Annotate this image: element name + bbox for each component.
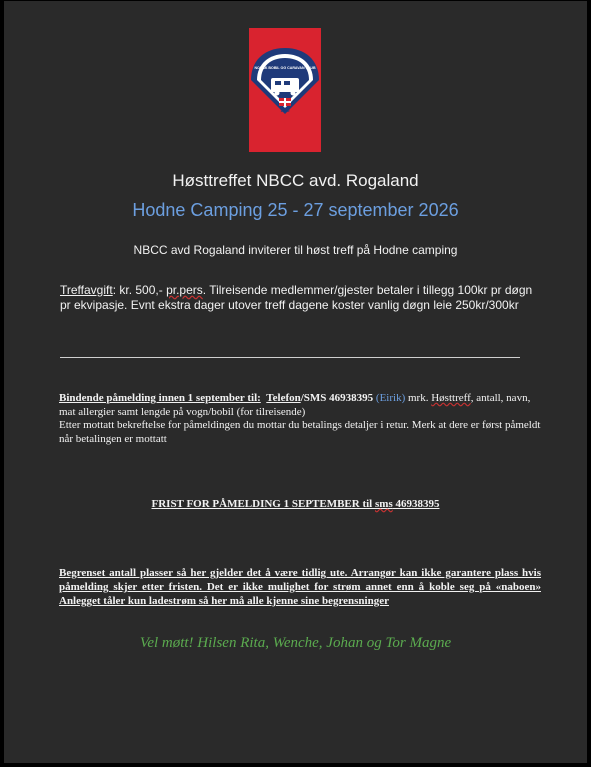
closing-greeting: Vel møtt! Hilsen Rita, Wenche, Johan og Tor Magne: [139, 635, 452, 651]
event-subtitle: Hodne Camping 25 - 27 september 2026: [132, 200, 459, 220]
page-title: Høsttreffet NBCC avd. Rogaland: [172, 171, 419, 190]
svg-text:1960: 1960: [280, 108, 290, 113]
phone-label: Telefon: [266, 392, 301, 404]
binding-paragraph: Bindende påmelding innen 1 september til: Telefon/SMS 46938395 (Eirik) mrk. Høsttreff, antall, navn, mat allergier samt lengde på vogn/bobil (for tilreisende) Etter mottatt bekreftelse for påmeldingen du mottar du betalings detaljer i retur. Merk at dere er først påmeldt når betalingen er mottatt: [59, 392, 541, 445]
binding-line2: Etter mottatt bekreftelse for påmeldingen du mottar du betalings detaljer i retur. Merk at dere er først påmeldt når betalingen er mottatt: [59, 419, 541, 445]
limited-places-text: Begrenset antall plasser så her gjelder det å være tidlig ute. Arrangør kan ikke garantere plass hvis påmelding skjer etter fristen. Det er ikke mulighet for strøm annet enn å koble seg på «naboen» Anlegget tåler kun ladestrøm så her må alle kjenne sine begrensninger: [59, 567, 541, 607]
fee-label: Treffavgift: [60, 283, 113, 297]
nbcc-logo: [249, 28, 321, 152]
keyword: Høsttreff: [431, 392, 471, 404]
binding-heading: Bindende påmelding innen 1 september til:: [59, 392, 261, 404]
fee-amount: kr. 500,-: [116, 283, 167, 297]
phone-value: /SMS 46938395: [300, 392, 374, 404]
divider-line: [60, 357, 520, 358]
svg-text:NORSK BOBIL OG CARAVAN CLUB: NORSK BOBIL OG CARAVAN CLUB: [254, 66, 316, 70]
invite-text: NBCC avd Rogaland inviterer til høst treff på Hodne camping: [133, 243, 458, 257]
fee-text: . Tilreisende medlemmer/gjester betaler i tillegg 100kr pr døgn pr ekvipasje. Evnt ekstra dager utover treff dagene koster vanlig døgn leie 250kr/300kr: [60, 283, 533, 312]
deadline-text: FRIST FOR PÅMELDING 1 SEPTEMBER til sms 46938395: [151, 498, 440, 510]
fee-per: pr.pers: [166, 283, 203, 297]
fee-paragraph: Treffavgift: kr. 500,- pr.pers. Tilreisende medlemmer/gjester betaler i tillegg 100kr pr døgn pr ekvipasje. Evnt ekstra dager utover treff dagene koster vanlig døgn leie 250kr/300kr: [60, 283, 533, 312]
contact-name: (Eirik): [375, 392, 406, 404]
